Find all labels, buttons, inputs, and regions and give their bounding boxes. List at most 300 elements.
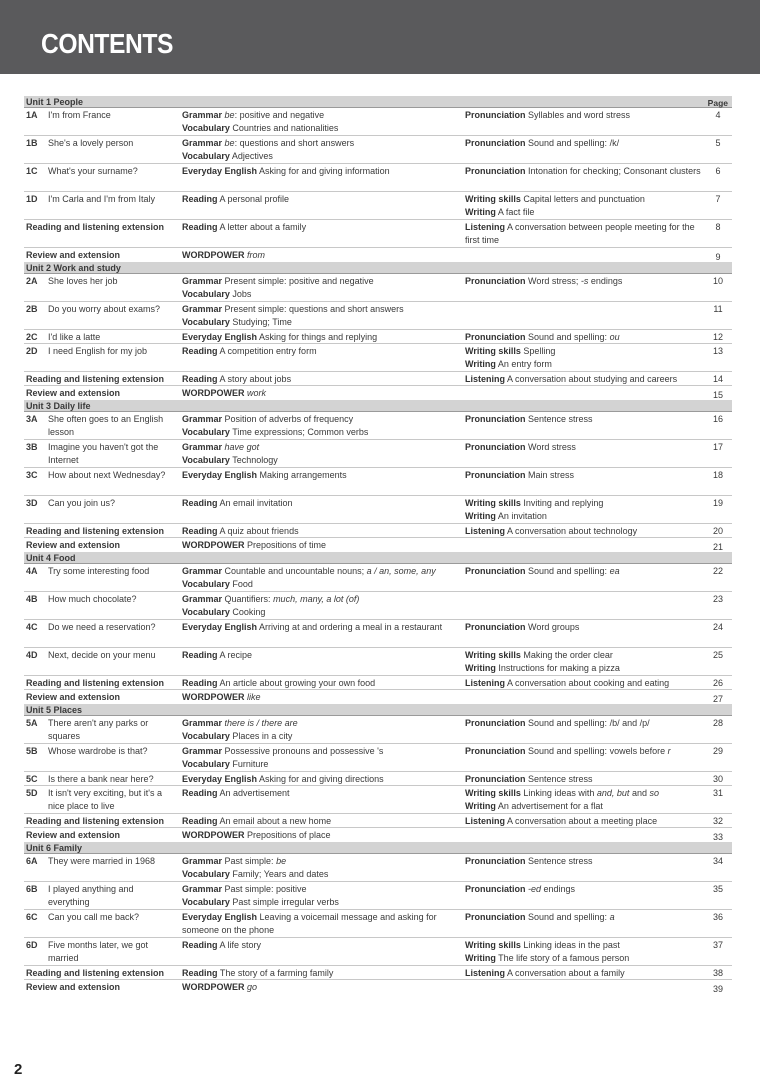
- skill-label: Everyday English: [182, 470, 258, 480]
- cell-line: [465, 621, 703, 634]
- skill-label: Reading: [182, 194, 218, 204]
- skill-label: Grammar: [182, 304, 223, 314]
- lesson-title: Whose wardrobe is that?: [48, 746, 148, 756]
- skill-text: like: [247, 692, 261, 702]
- skill-label: Vocabulary: [182, 607, 230, 617]
- skill-text: Sound and spelling: vowels before: [525, 746, 668, 756]
- skill-label: Pronunciation: [465, 622, 526, 632]
- skill-text: endings: [541, 884, 576, 894]
- lesson-code: 5C: [26, 774, 38, 784]
- page-title: CONTENTS: [41, 28, 173, 59]
- skill-text: Food: [229, 579, 253, 589]
- cell-line: [465, 815, 703, 828]
- page-ref[interactable]: 20: [712, 526, 723, 536]
- page-ref[interactable]: 29: [712, 746, 723, 756]
- lesson-code: 2B: [26, 304, 38, 314]
- cell-line: [182, 758, 464, 771]
- skill-label: Listening: [465, 968, 505, 978]
- page-ref[interactable]: 17: [712, 442, 723, 452]
- cell-line: [182, 497, 464, 510]
- lesson-code: 3C: [26, 470, 38, 480]
- page-ref[interactable]: 21: [712, 542, 723, 552]
- skill-label: Writing: [465, 663, 496, 673]
- skill-text: An article about growing your own food: [217, 678, 376, 688]
- skill-text: Technology: [229, 455, 278, 465]
- skill-label: Writing skills: [465, 346, 521, 356]
- skill-label: Vocabulary: [182, 151, 230, 161]
- skill-text: Quantifiers:: [222, 594, 274, 604]
- skill-label: Pronunciation: [465, 856, 526, 866]
- skill-text: Making the order clear: [520, 650, 613, 660]
- skill-text: much, many, a lot (of): [273, 594, 360, 604]
- pronunciation-skills-cell: [465, 815, 703, 828]
- cell-line: [182, 387, 464, 400]
- pronunciation-skills-cell: [465, 275, 703, 288]
- skill-label: Listening: [465, 526, 505, 536]
- section-label: Reading and listening extension: [26, 678, 165, 688]
- lesson-title: Next, decide on your menu: [48, 650, 156, 660]
- skill-text: Sentence stress: [525, 774, 593, 784]
- cell-line: [465, 745, 703, 758]
- skill-text: A conversation about technology: [505, 526, 638, 536]
- cell-line: [465, 165, 703, 178]
- lesson-row: [24, 302, 732, 330]
- grammar-vocab-cell: [182, 939, 464, 952]
- grammar-vocab-cell: [182, 815, 464, 828]
- grammar-vocab-cell: [182, 221, 464, 234]
- skill-text: Main stress: [525, 470, 575, 480]
- cell-line: [465, 373, 703, 386]
- skill-text: Word stress;: [525, 276, 581, 286]
- lesson-row: [24, 980, 732, 994]
- lesson-code: 1B: [26, 138, 38, 148]
- pronunciation-skills-cell: [465, 677, 703, 690]
- skill-text: Arriving at and ordering a meal in a restaurant: [257, 622, 443, 632]
- lesson-code: 4D: [26, 650, 38, 660]
- skill-label: Vocabulary: [182, 317, 230, 327]
- lesson-row: [24, 344, 732, 372]
- skill-text: Adjectives: [229, 151, 273, 161]
- lesson-title: She's a lovely person: [48, 138, 134, 148]
- cell-line: [182, 730, 464, 743]
- cell-line: [182, 373, 464, 386]
- lesson-row: [24, 592, 732, 620]
- unit-title: Unit 2 Work and study: [26, 263, 121, 273]
- page-ref[interactable]: 7: [715, 194, 721, 204]
- pronunciation-skills-cell: [465, 345, 703, 371]
- section-label: Review and extension: [26, 692, 121, 702]
- pronunciation-skills-cell: [465, 221, 703, 247]
- lesson-title: There aren't any parks or squares: [48, 718, 149, 741]
- lesson-row: [24, 330, 732, 344]
- grammar-vocab-cell: [182, 441, 464, 467]
- page-ref[interactable]: 39: [712, 984, 723, 994]
- page-ref[interactable]: 27: [712, 694, 723, 704]
- lesson-row: [24, 744, 732, 772]
- lesson-row: [24, 440, 732, 468]
- contents-table: [24, 96, 732, 994]
- page-ref[interactable]: 19: [712, 498, 723, 508]
- page-ref[interactable]: 5: [715, 138, 721, 148]
- lesson-title: Is there a bank near here?: [48, 774, 154, 784]
- cell-line: [182, 109, 464, 122]
- cell-line: [182, 911, 464, 937]
- page-ref[interactable]: 4: [715, 110, 721, 120]
- page-ref[interactable]: 9: [715, 252, 721, 262]
- lesson-row: [24, 274, 732, 302]
- skill-label: Reading: [182, 650, 218, 660]
- skill-text: go: [247, 982, 258, 992]
- skill-text: Asking for and giving directions: [257, 774, 384, 784]
- lesson-title: How about next Wednesday?: [48, 470, 166, 480]
- skill-label: Writing skills: [465, 788, 521, 798]
- skill-label: Reading: [182, 498, 218, 508]
- skill-label: Reading: [182, 526, 218, 536]
- skill-label: Grammar: [182, 138, 223, 148]
- page-ref[interactable]: 28: [712, 718, 723, 728]
- skill-text: Time expressions; Common verbs: [229, 427, 369, 437]
- pronunciation-skills-cell: [465, 525, 703, 538]
- page-ref[interactable]: 11: [713, 304, 723, 314]
- skill-label: Pronunciation: [465, 414, 526, 424]
- cell-line: [182, 193, 464, 206]
- page-ref[interactable]: 25: [712, 650, 723, 660]
- section-label: Reading and listening extension: [26, 374, 165, 384]
- page-ref[interactable]: 13: [712, 346, 723, 356]
- page-ref[interactable]: 8: [715, 222, 721, 232]
- skill-label: Writing skills: [465, 498, 521, 508]
- page-ref[interactable]: 15: [712, 390, 723, 400]
- skill-label: Grammar: [182, 276, 223, 286]
- lesson-row: [24, 828, 732, 842]
- unit-title: Unit 4 Food: [26, 553, 76, 563]
- skill-text: -ed: [528, 884, 542, 894]
- cell-line: [465, 413, 703, 426]
- lesson-code: 3B: [26, 442, 38, 452]
- page-ref[interactable]: 37: [712, 940, 723, 950]
- cell-line: [465, 717, 703, 730]
- skill-label: Vocabulary: [182, 897, 230, 907]
- grammar-vocab-cell: [182, 773, 464, 786]
- lesson-title: I played anything and everything: [48, 884, 134, 907]
- cell-line: [182, 469, 464, 482]
- skill-text: be: [276, 856, 287, 866]
- cell-line: [182, 855, 464, 868]
- page-ref[interactable]: 24: [712, 622, 723, 632]
- lesson-code: 4B: [26, 594, 38, 604]
- skill-label: Writing skills: [465, 940, 521, 950]
- lesson-row: [24, 620, 732, 648]
- grammar-vocab-cell: [182, 137, 464, 163]
- cell-line: [465, 510, 703, 523]
- cell-line: [182, 249, 464, 262]
- contents-header: [0, 0, 760, 74]
- lesson-title: I need English for my job: [48, 346, 148, 356]
- pronunciation-skills-cell: [465, 717, 703, 730]
- skill-label: Writing: [465, 359, 496, 369]
- grammar-vocab-cell: [182, 649, 464, 662]
- skill-label: Grammar: [182, 110, 223, 120]
- lesson-row: [24, 412, 732, 440]
- skill-label: Vocabulary: [182, 579, 230, 589]
- lesson-row: [24, 910, 732, 938]
- skill-text: A competition entry form: [217, 346, 317, 356]
- skill-text: Present simple: questions and short answers: [222, 304, 404, 314]
- skill-label: Pronunciation: [465, 110, 526, 120]
- pronunciation-skills-cell: [465, 855, 703, 868]
- skill-label: Listening: [465, 222, 505, 232]
- pronunciation-skills-cell: [465, 137, 703, 150]
- grammar-vocab-cell: [182, 387, 464, 400]
- skill-label: WORDPOWER: [182, 540, 245, 550]
- skill-label: WORDPOWER: [182, 250, 245, 260]
- skill-text: An advertisement: [217, 788, 290, 798]
- skill-label: Reading: [182, 940, 218, 950]
- skill-text: A fact file: [495, 207, 535, 217]
- skill-text: The story of a farming family: [217, 968, 334, 978]
- grammar-vocab-cell: [182, 787, 464, 800]
- lesson-title: Can you join us?: [48, 498, 116, 508]
- section-label: Review and extension: [26, 250, 121, 260]
- cell-line: [182, 221, 464, 234]
- skill-text: there is / there are: [224, 718, 298, 728]
- cell-line: [182, 122, 464, 135]
- skill-label: Vocabulary: [182, 455, 230, 465]
- skill-text: from: [247, 250, 266, 260]
- skill-label: Pronunciation: [465, 746, 526, 756]
- cell-line: [465, 939, 703, 952]
- page-number: 2: [14, 1061, 23, 1078]
- skill-text: A conversation about cooking and eating: [505, 678, 670, 688]
- cell-line: [182, 275, 464, 288]
- lesson-title: Can you call me back?: [48, 912, 140, 922]
- cell-line: [465, 787, 703, 800]
- pronunciation-skills-cell: [465, 773, 703, 786]
- skill-text: Syllables and word stress: [525, 110, 631, 120]
- page-ref[interactable]: 14: [712, 374, 723, 384]
- skill-text: Sound and spelling: /b/ and /p/: [525, 718, 650, 728]
- lesson-row: [24, 966, 732, 980]
- page-ref[interactable]: 32: [712, 816, 723, 826]
- lesson-row: [24, 108, 732, 136]
- grammar-vocab-cell: [182, 829, 464, 842]
- cell-line: [465, 193, 703, 206]
- skill-text: A conversation about a meeting place: [505, 816, 658, 826]
- skill-label: Vocabulary: [182, 427, 230, 437]
- lesson-row: [24, 220, 732, 248]
- lesson-title: She often goes to an English lesson: [48, 414, 164, 437]
- skill-label: WORDPOWER: [182, 830, 245, 840]
- skill-text: : positive and negative: [234, 110, 325, 120]
- skill-text: Linking ideas with: [520, 788, 597, 798]
- skill-label: Writing: [465, 207, 496, 217]
- page-ref[interactable]: 6: [715, 166, 721, 176]
- page-ref[interactable]: 16: [712, 414, 723, 424]
- lesson-code: 5A: [26, 718, 38, 728]
- lesson-row: [24, 524, 732, 538]
- skill-text: Prepositions of time: [244, 540, 327, 550]
- grammar-vocab-cell: [182, 497, 464, 510]
- skill-label: Grammar: [182, 566, 223, 576]
- pronunciation-skills-cell: [465, 109, 703, 122]
- skill-label: Vocabulary: [182, 869, 230, 879]
- grammar-vocab-cell: [182, 373, 464, 386]
- grammar-vocab-cell: [182, 855, 464, 881]
- lesson-row: [24, 192, 732, 220]
- skill-text: and: [629, 788, 650, 798]
- cell-line: [182, 593, 464, 606]
- page-ref[interactable]: 10: [712, 276, 723, 286]
- pronunciation-skills-cell: [465, 787, 703, 813]
- section-label: Review and extension: [26, 830, 121, 840]
- pronunciation-skills-cell: [465, 193, 703, 219]
- lesson-title: Imagine you haven't got the Internet: [48, 442, 159, 465]
- pronunciation-skills-cell: [465, 745, 703, 758]
- grammar-vocab-cell: [182, 565, 464, 591]
- skill-text: A conversation about studying and careers: [505, 374, 678, 384]
- lesson-code: 6C: [26, 912, 38, 922]
- skill-text: Capital letters and punctuation: [520, 194, 645, 204]
- lesson-row: [24, 164, 732, 192]
- lesson-code: 4A: [26, 566, 38, 576]
- skill-text: Sentence stress: [525, 856, 593, 866]
- cell-line: [182, 441, 464, 454]
- lesson-row: [24, 564, 732, 592]
- cell-line: [465, 497, 703, 510]
- grammar-vocab-cell: [182, 967, 464, 980]
- skill-text: Jobs: [229, 289, 252, 299]
- page-ref[interactable]: 23: [712, 594, 723, 604]
- skill-text: Prepositions of place: [244, 830, 331, 840]
- cell-line: [465, 662, 703, 675]
- unit-header: [24, 552, 732, 564]
- page-ref[interactable]: 33: [712, 832, 723, 842]
- lesson-row: [24, 386, 732, 400]
- cell-line: [182, 829, 464, 842]
- lesson-code: 3A: [26, 414, 38, 424]
- page-ref[interactable]: 34: [712, 856, 723, 866]
- skill-label: Listening: [465, 678, 505, 688]
- lesson-row: [24, 496, 732, 524]
- cell-line: [465, 952, 703, 965]
- skill-label: Grammar: [182, 718, 223, 728]
- page-ref[interactable]: 18: [712, 470, 723, 480]
- page-ref[interactable]: 30: [712, 774, 723, 784]
- pronunciation-skills-cell: [465, 497, 703, 523]
- cell-line: [465, 855, 703, 868]
- lesson-row: [24, 690, 732, 704]
- cell-line: [465, 911, 703, 924]
- pronunciation-skills-cell: [465, 413, 703, 426]
- lesson-row: [24, 372, 732, 386]
- skill-text: Past simple:: [222, 856, 277, 866]
- grammar-vocab-cell: [182, 981, 464, 994]
- skill-text: endings: [588, 276, 623, 286]
- pronunciation-skills-cell: [465, 621, 703, 634]
- skill-text: Intonation for checking; Consonant clusters: [525, 166, 701, 176]
- skill-text: -s: [580, 276, 589, 286]
- skill-label: Grammar: [182, 884, 223, 894]
- lesson-title: It isn't very exciting, but it's a nice place to live: [48, 788, 162, 811]
- section-label: Review and extension: [26, 982, 121, 992]
- cell-line: [465, 649, 703, 662]
- skill-text: a: [609, 912, 615, 922]
- unit-header: [24, 400, 732, 412]
- page-ref[interactable]: 26: [712, 678, 723, 688]
- cell-line: [465, 275, 703, 288]
- skill-text: A conversation between people meeting for the first time: [465, 222, 695, 245]
- skill-label: Everyday English: [182, 166, 258, 176]
- pronunciation-skills-cell: [465, 967, 703, 980]
- page-ref[interactable]: 22: [712, 566, 723, 576]
- lesson-row: [24, 938, 732, 966]
- lesson-title: Do we need a reservation?: [48, 622, 156, 632]
- grammar-vocab-cell: [182, 745, 464, 771]
- cell-line: [465, 800, 703, 813]
- skill-text: Leaving a voicemail message and asking for someone on the phone: [182, 912, 437, 935]
- lesson-row: [24, 882, 732, 910]
- skill-label: Writing skills: [465, 650, 521, 660]
- skill-label: Everyday English: [182, 774, 258, 784]
- unit-title: Unit 3 Daily life: [26, 401, 91, 411]
- lesson-code: 1C: [26, 166, 38, 176]
- cell-line: [182, 137, 464, 150]
- skill-label: WORDPOWER: [182, 388, 245, 398]
- lesson-code: 2C: [26, 332, 38, 342]
- grammar-vocab-cell: [182, 331, 464, 344]
- skill-label: Pronunciation: [465, 442, 526, 452]
- skill-text: Family; Years and dates: [229, 869, 329, 879]
- skill-text: be: [224, 138, 235, 148]
- skill-label: Pronunciation: [465, 718, 526, 728]
- cell-line: [465, 677, 703, 690]
- section-label: Reading and listening extension: [26, 526, 165, 536]
- page-ref[interactable]: 35: [712, 884, 723, 894]
- skill-text: Past simple irregular verbs: [229, 897, 339, 907]
- unit-title: Unit 6 Family: [26, 843, 83, 853]
- skill-text: Studying; Time: [229, 317, 292, 327]
- cell-line: [182, 454, 464, 467]
- skill-label: Reading: [182, 968, 218, 978]
- skill-text: An invitation: [495, 511, 547, 521]
- page-ref[interactable]: 36: [712, 912, 723, 922]
- page-ref[interactable]: 12: [712, 332, 723, 342]
- grammar-vocab-cell: [182, 883, 464, 909]
- grammar-vocab-cell: [182, 677, 464, 690]
- section-label: Reading and listening extension: [26, 816, 165, 826]
- skill-label: Pronunciation: [465, 566, 526, 576]
- skill-text: Countable and uncountable nouns;: [222, 566, 367, 576]
- section-label: Review and extension: [26, 540, 121, 550]
- skill-label: Pronunciation: [465, 138, 526, 148]
- cell-line: [182, 967, 464, 980]
- pronunciation-skills-cell: [465, 441, 703, 454]
- cell-line: [465, 206, 703, 219]
- cell-line: [182, 677, 464, 690]
- unit-header: [24, 842, 732, 854]
- grammar-vocab-cell: [182, 593, 464, 619]
- page-ref[interactable]: 31: [712, 788, 723, 798]
- page-ref[interactable]: 38: [712, 968, 723, 978]
- cell-line: [182, 331, 464, 344]
- pronunciation-skills-cell: [465, 649, 703, 675]
- unit-header: [24, 704, 732, 716]
- lesson-row: [24, 772, 732, 786]
- skill-text: Asking for things and replying: [257, 332, 378, 342]
- skill-label: Everyday English: [182, 912, 258, 922]
- skill-label: Writing skills: [465, 194, 521, 204]
- cell-line: [465, 469, 703, 482]
